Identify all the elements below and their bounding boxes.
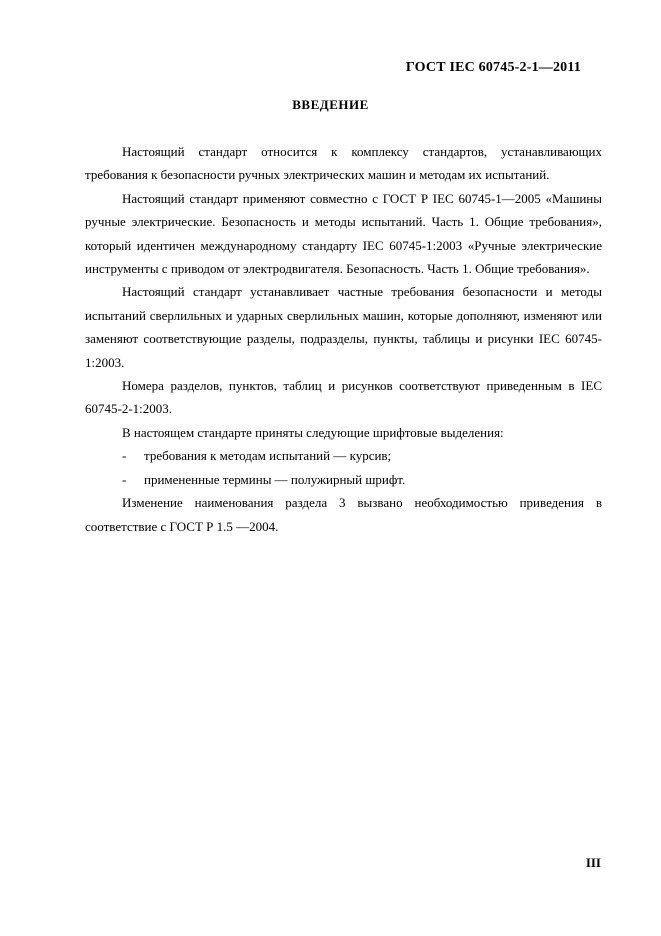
page-number: III [585,855,601,870]
paragraph: В настоящем стандарте приняты следующие шрифтовые выделения: [122,424,504,440]
list-item-text: примененные термины — полужирный шрифт. [144,471,406,487]
list-marker: - [122,471,127,487]
document-body [85,140,602,538]
paragraph: Настоящий стандарт устанавливает частные требования безопасности и методы испытаний сверлильных и ударных сверлильных машин, которые дополняют, изменяют или заменяют соответствующие разделы, подразделы, пункты, таблицы и рисунки IEC 60745-1:2003. [85,284,602,370]
section-title: ВВЕДЕНИЕ [292,97,369,112]
list-item [85,444,602,467]
paragraph: Настоящий стандарт применяют совместно с ГОСТ Р IEC 60745-1—2005 «Машины ручные электрические. Безопасность и методы испытаний. Часть 1. Общие требования», который идентичен международному стандарту IEC 60745-1:2003 «Ручные электрические инструменты с приводом от электродвигателя. Безопасность. Часть 1. Общие требования». [85,190,602,277]
paragraph: Номера разделов, пунктов, таблиц и рисунков соответствуют приведенным в IEC 60745-2-1:2003. [85,378,602,417]
list-marker: - [122,448,127,464]
document-code: ГОСТ IEC 60745-2-1—2011 [405,60,581,75]
list-item [85,468,602,491]
paragraph: Настоящий стандарт относится к комплексу стандартов, устанавливающих требования к безопасности ручных электрических машин и методам их испытаний. [85,144,602,183]
paragraph: Изменение наименования раздела 3 вызвано необходимостью приведения в соответствие с ГОСТ Р 1.5 —2004. [85,495,602,534]
list-item-text: требования к методам испытаний — курсив; [144,448,392,464]
